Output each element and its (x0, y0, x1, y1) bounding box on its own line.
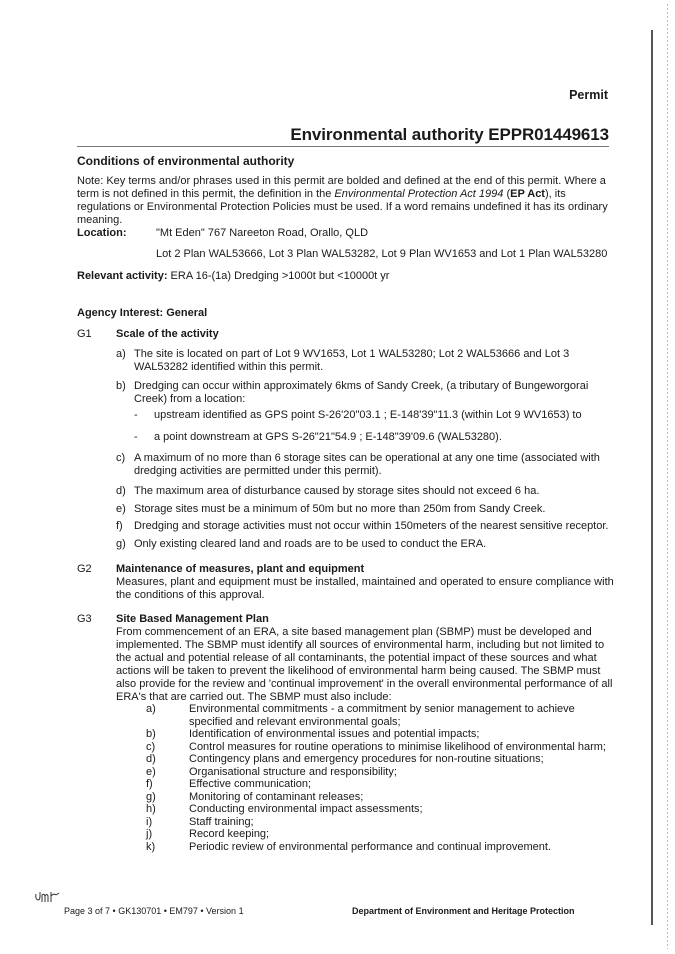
item-text: upstream identified as GPS point S-26'20"03.1 ; E-148'39"11.3 (within Lot 9 WV1653) to (154, 409, 582, 421)
g3-item-b (146, 728, 616, 741)
g3-item-i (146, 816, 616, 829)
footer-page-info: Page 3 of 7 • GK130701 • EM797 • Version 1 (64, 906, 244, 916)
g3-item-f (146, 778, 616, 791)
condition-g2-line: the conditions of this approval. (116, 589, 265, 601)
dash-bullet: - (134, 431, 138, 443)
item-label: k) (146, 840, 156, 853)
item-label: g) (146, 790, 156, 803)
condition-g3-line: From commencement of an ERA, a site based management plan (SBMP) must be developed and (116, 626, 592, 638)
g3-item-k (146, 841, 616, 854)
document-type-label: Permit (569, 88, 608, 102)
item-text: Conducting environmental impact assessments; (189, 803, 423, 815)
page-title: Environmental authority EPPR01449613 (290, 125, 609, 144)
item-text: Only existing cleared land and roads are to be used to conduct the ERA. (134, 538, 487, 550)
page-edge-line (651, 30, 653, 925)
footer-department: Department of Environment and Heritage Protection (352, 906, 575, 916)
g3-item-h (146, 803, 616, 816)
note-suffix: ), its regulations or Environmental Protection Policies must be used. If a word remains undefined it has its ordinary meaning. (77, 188, 608, 226)
item-label: d) (146, 753, 156, 765)
item-label: d) (116, 485, 126, 497)
item-text: Creek) from a location: (134, 393, 246, 405)
condition-g3-line: the actual and potential release of all contaminants, the potential impact of these sources and what (116, 652, 597, 664)
g3-item-d (146, 753, 616, 766)
item-text: Staff training; (189, 815, 254, 828)
item-text: Organisational structure and responsibility; (189, 765, 397, 778)
item-label: g) (116, 538, 126, 550)
conditions-heading: Conditions of environmental authority (77, 154, 295, 168)
item-text: Periodic review of environmental performance and continual improvement. (189, 840, 551, 853)
condition-g3-line: actions will be taken to prevent the likelihood of environmental harm being caused. The SBMP must (116, 665, 601, 677)
item-text: Dredging and storage activities must not occur within 150meters of the nearest sensitive receptor. (134, 520, 609, 532)
g1-item-e (116, 503, 616, 517)
condition-g1-title: Scale of the activity (116, 328, 219, 340)
relevant-activity (77, 270, 389, 282)
location-address: "Mt Eden" 767 Nareeton Road, Orallo, QLD (156, 227, 369, 239)
item-text: Record keeping; (189, 828, 270, 840)
item-text: Storage sites must be a minimum of 50m but no more than 250m from Sandy Creek. (134, 503, 546, 515)
g1-item-b (116, 380, 616, 410)
condition-g3-line: also provide for the review and 'continual improvement' in the overall environmental performance of all (116, 678, 613, 690)
item-text: Dredging can occur within approximately 6kms of Sandy Creek, (a tributary of Bungeworgorai (134, 380, 589, 392)
g1-b-subitem-upstream (134, 409, 614, 423)
note-act-abbrev: EP Act (510, 188, 545, 200)
item-text: Effective communication; (189, 778, 312, 790)
g3-item-j (146, 828, 616, 841)
item-label: f) (116, 520, 123, 532)
item-label: a) (146, 703, 156, 715)
condition-g2-line: Measures, plant and equipment must be installed, maintained and operated to ensure compliance with (116, 576, 614, 588)
item-label: c) (116, 452, 126, 464)
g1-item-a (116, 348, 616, 378)
g1-item-g (116, 538, 616, 552)
page-edge-dotted-line (667, 4, 668, 949)
item-label: j) (146, 828, 153, 840)
item-label: b) (146, 728, 156, 740)
item-text: Monitoring of contaminant releases; (189, 790, 364, 803)
item-text: dredging activities are permitted under this permit). (134, 465, 382, 477)
g1-item-d (116, 485, 616, 499)
condition-g3-line: ERA's that are carried out. The SBMP must also include: (116, 691, 392, 703)
g1-item-f (116, 520, 626, 534)
item-label: c) (146, 740, 156, 753)
location-lots: Lot 2 Plan WAL53666, Lot 3 Plan WAL53282, Lot 9 Plan WV1653 and Lot 1 Plan WAL53280 (156, 248, 608, 260)
item-label: e) (116, 503, 126, 515)
note-act-title: Environmental Protection Act 1994 (334, 188, 504, 200)
item-label: a) (116, 348, 126, 360)
g3-item-g (146, 791, 616, 804)
condition-g3-title: Site Based Management Plan (116, 613, 269, 625)
item-text: WAL53282 identified within this permit. (134, 361, 324, 373)
agency-interest-heading: Agency Interest: General (77, 307, 208, 319)
condition-g1-id: G1 (77, 328, 92, 340)
note-paragraph (77, 175, 609, 227)
item-text: a point downstream at GPS S-26"21"54.9 ; E-148"39'09.6 (WAL53280). (154, 431, 502, 443)
condition-g3-line: implemented. The SBMP must identify all sources of environmental harm, including but not limited to (116, 639, 605, 651)
relevant-activity-label: Relevant activity: (77, 270, 168, 282)
condition-g2-id: G2 (77, 563, 92, 575)
location-label: Location: (77, 227, 127, 239)
item-label: h) (146, 803, 156, 815)
item-text: The maximum area of disturbance caused by storage sites should not exceed 6 ha. (134, 485, 540, 497)
item-text: A maximum of no more than 6 storage sites can be operational at any one time (associated with (134, 452, 600, 464)
title-divider (77, 146, 609, 147)
condition-g2-title: Maintenance of measures, plant and equipment (116, 563, 365, 575)
item-label: f) (146, 778, 153, 790)
handwritten-initials (34, 890, 62, 911)
g3-item-a (146, 703, 616, 729)
note-prefix: Note: Key terms and/or phrases used in this permit are bolded and defined at the end of this permit. Where a term is not defined in this permit, the definition in the (77, 175, 606, 200)
item-text: Environmental commitments - a commitment by senior management to achieve (189, 703, 575, 715)
item-label: i) (146, 815, 153, 828)
note-abbrev-open: ( (503, 188, 511, 200)
g1-b-subitem-downstream (134, 431, 614, 445)
g3-item-e (146, 766, 616, 779)
dash-bullet: - (134, 409, 138, 421)
item-text: Control measures for routine operations to minimise likelihood of environmental harm; (189, 740, 606, 753)
condition-g3-id: G3 (77, 613, 92, 625)
item-text: The site is located on part of Lot 9 WV1653, Lot 1 WAL53280; Lot 2 WAL53666 and Lot 3 (134, 348, 570, 360)
item-text: Identification of environmental issues and potential impacts; (189, 728, 480, 740)
item-text: specified and relevant environmental goals; (189, 715, 401, 728)
item-label: b) (116, 380, 126, 392)
initials-signature-icon (34, 890, 62, 906)
relevant-activity-value: ERA 16-(1a) Dredging >1000t but <10000t yr (167, 270, 390, 282)
item-label: e) (146, 765, 156, 778)
g3-item-c (146, 741, 626, 754)
g1-item-c (116, 452, 616, 482)
item-text: Contingency plans and emergency procedures for non-routine situations; (189, 753, 544, 765)
